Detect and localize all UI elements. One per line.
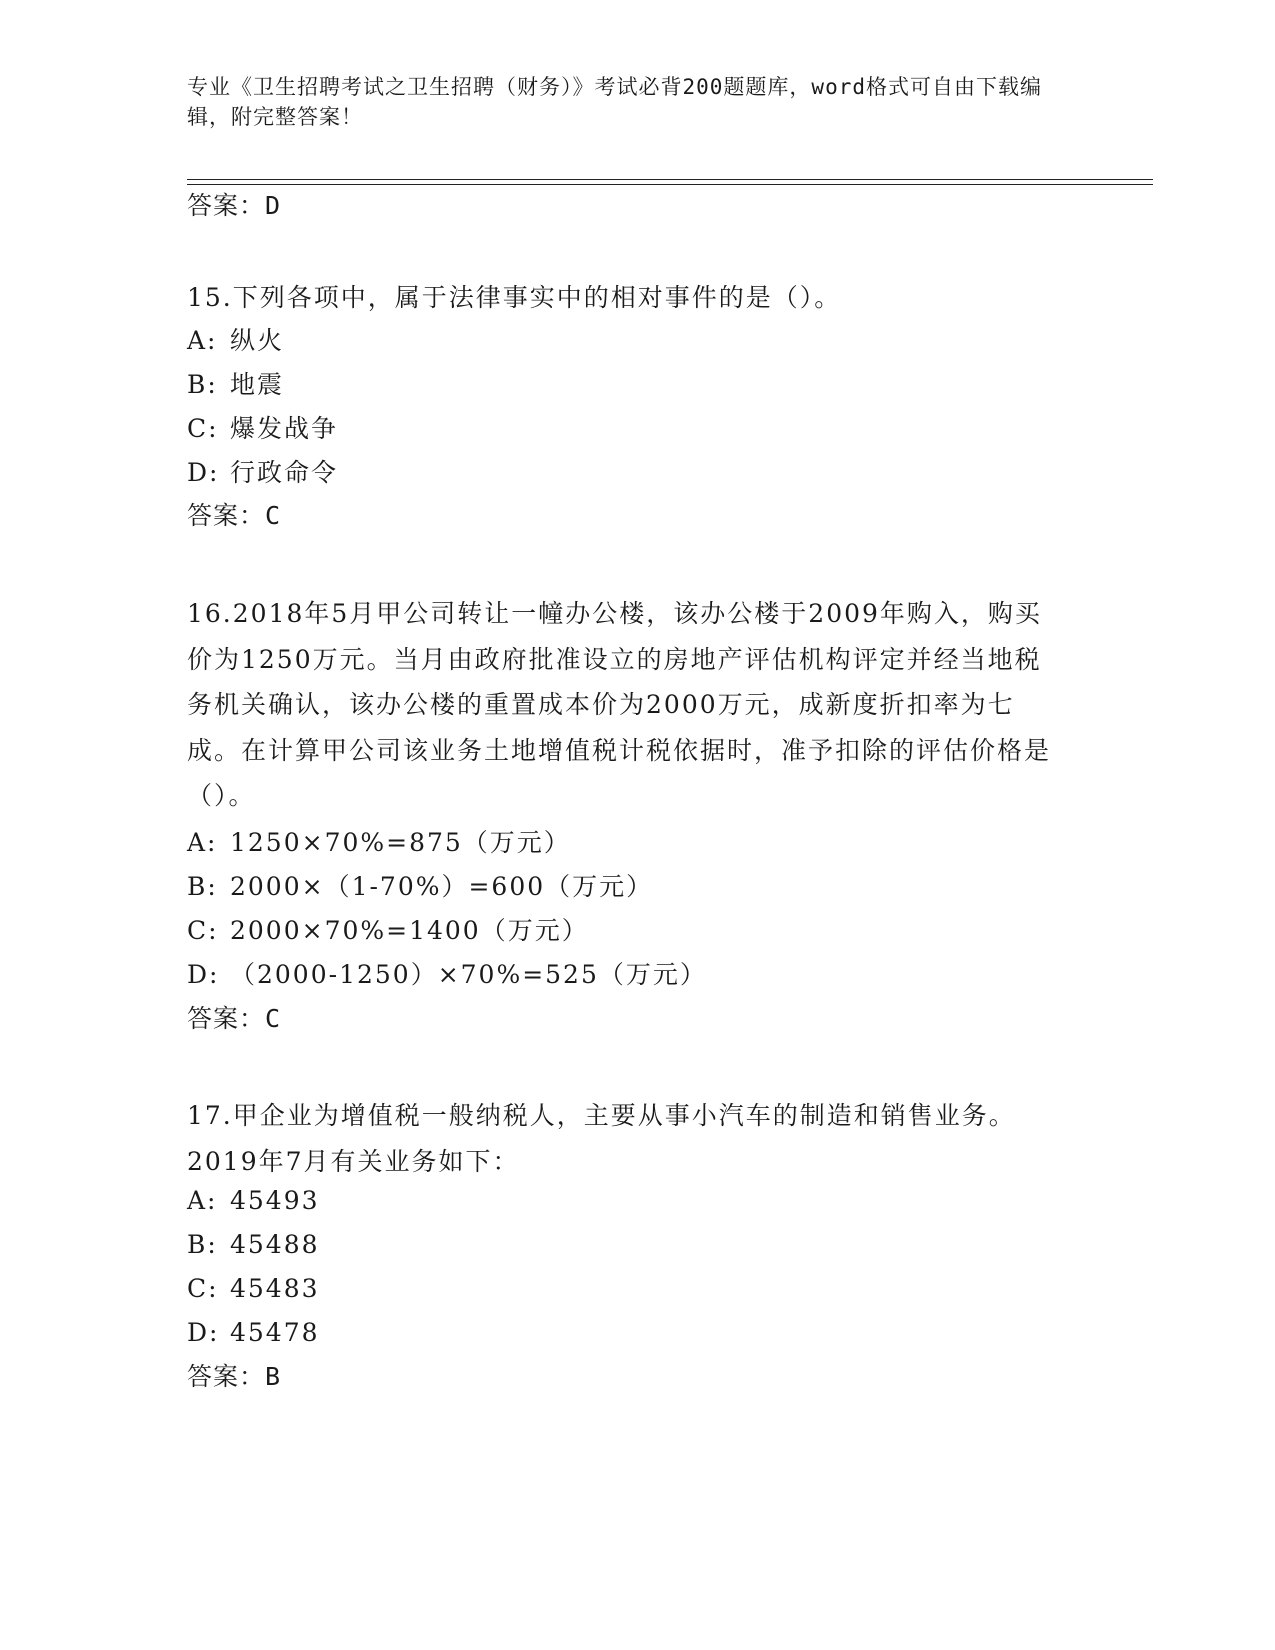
- option-text: 45483: [230, 1274, 320, 1303]
- option-17-b: [187, 1230, 320, 1260]
- header-divider-secondary: [187, 184, 1153, 185]
- option-text: 爆发战争: [230, 414, 339, 443]
- document-header: 专业《卫生招聘考试之卫生招聘（财务）》考试必背200题题库，word格式可自由下载编辑，附完整答案！: [187, 75, 1042, 129]
- option-text: 45488: [230, 1230, 320, 1259]
- option-17-d: [187, 1318, 320, 1348]
- option-text: 2000×（1-70%）=600（万元）: [230, 872, 654, 901]
- prev-answer: 答案：D: [187, 191, 282, 220]
- option-15-a: [187, 326, 284, 356]
- option-text: 地震: [230, 370, 285, 399]
- answer-15: 答案：C: [187, 501, 282, 530]
- option-label: A:: [187, 326, 218, 355]
- answer-16: 答案：C: [187, 1004, 282, 1033]
- option-label: C:: [187, 916, 219, 945]
- option-label: C:: [187, 414, 219, 443]
- question-stem-16: 16.2018年5月甲公司转让一幢办公楼，该办公楼于2009年购入，购买价为1250万元。当月由政府批准设立的房地产评估机构评定并经当地税务机关确认，该办公楼的重置成本价为2000万元，成新度折扣率为七成。在计算甲公司该业务土地增值税计税依据时，准予扣除的评估价格是（）。: [187, 599, 1052, 810]
- option-label: B:: [187, 872, 218, 901]
- option-text: 纵火: [230, 326, 285, 355]
- option-label: B:: [187, 370, 218, 399]
- answer-17: 答案：B: [187, 1362, 282, 1391]
- option-16-d: [187, 960, 707, 990]
- option-label: D:: [187, 960, 220, 989]
- option-text: 45478: [230, 1318, 320, 1347]
- option-label: D:: [187, 1318, 220, 1347]
- option-15-b: [187, 370, 284, 400]
- option-15-d: [187, 458, 338, 488]
- option-text: 2000×70%=1400（万元）: [230, 916, 589, 945]
- option-text: 行政命令: [230, 458, 339, 487]
- question-stem-17: 17.甲企业为增值税一般纳税人，主要从事小汽车的制造和销售业务。2019年7月有关业务如下：: [187, 1101, 1016, 1176]
- option-16-b: [187, 872, 653, 902]
- option-label: A:: [187, 1186, 218, 1215]
- option-text: （2000-1250）×70%=525（万元）: [230, 960, 707, 989]
- option-label: C:: [187, 1274, 219, 1303]
- option-15-c: [187, 414, 338, 444]
- option-text: 45493: [230, 1186, 320, 1215]
- option-label: A:: [187, 828, 218, 857]
- option-16-a: [187, 828, 571, 858]
- option-17-a: [187, 1186, 320, 1216]
- question-stem-15: 15.下列各项中，属于法律事实中的相对事件的是（）。: [187, 283, 842, 312]
- option-label: B:: [187, 1230, 218, 1259]
- option-label: D:: [187, 458, 220, 487]
- option-17-c: [187, 1274, 320, 1304]
- option-text: 1250×70%=875（万元）: [230, 828, 571, 857]
- header-divider: [187, 179, 1153, 180]
- option-16-c: [187, 916, 589, 946]
